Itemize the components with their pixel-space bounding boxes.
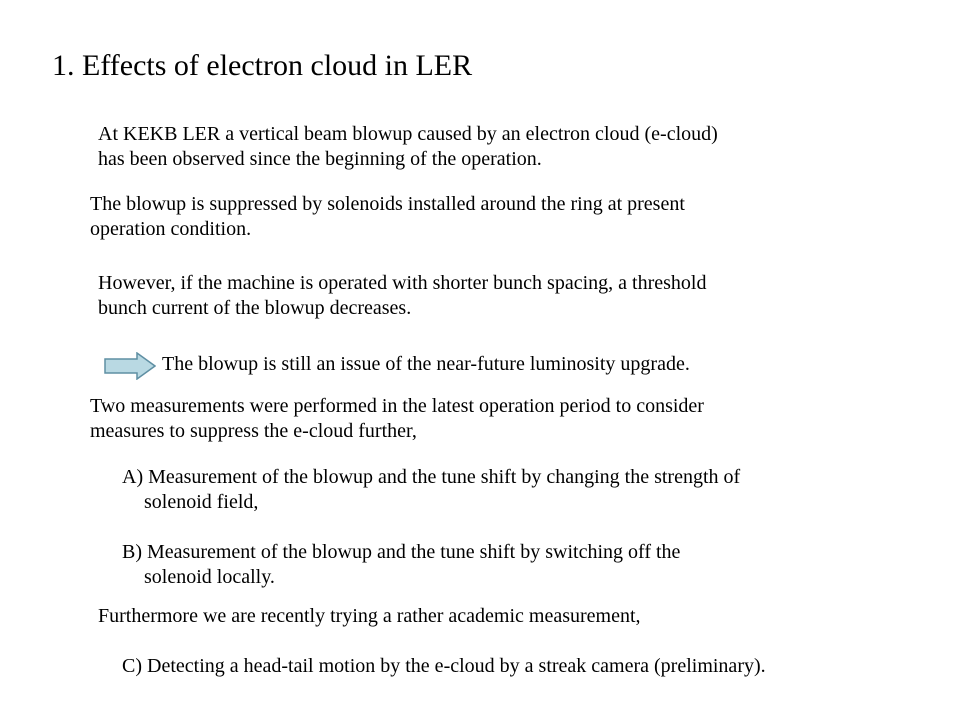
paragraph-line: bunch current of the blowup decreases. [98,297,412,319]
paragraph-bunch-spacing [98,271,706,321]
paragraph-academic: Furthermore we are recently trying a rather academic measurement, [98,605,641,627]
paragraph-line: has been observed since the beginning of the operation. [98,148,542,170]
paragraph-line: Two measurements were performed in the latest operation period to consider [90,395,704,417]
list-item-line: A) Measurement of the blowup and the tune shift by changing the strength of [122,466,741,488]
list-item-line: solenoid field, [144,491,259,513]
paragraph-line: operation condition. [90,218,252,240]
conclusion-text: The blowup is still an issue of the near-future luminosity upgrade. [162,353,690,375]
paragraph-line: However, if the machine is operated with shorter bunch spacing, a threshold [98,272,707,294]
paragraph-measurements [90,394,704,444]
paragraph-observation [98,122,718,172]
paragraph-line: measures to suppress the e-cloud further, [90,420,417,442]
list-item-a [122,465,740,515]
paragraph-line: The blowup is suppressed by solenoids installed around the ring at present [90,193,685,215]
paragraph-line: At KEKB LER a vertical beam blowup caused by an electron cloud (e-cloud) [98,123,718,145]
list-item-b [122,540,680,590]
slide-title: 1. Effects of electron cloud in LER [52,49,473,82]
paragraph-suppression [90,192,685,242]
right-arrow-icon [104,352,156,380]
list-item-line: B) Measurement of the blowup and the tune shift by switching off the [122,541,681,563]
list-item-c: C) Detecting a head-tail motion by the e-cloud by a streak camera (preliminary). [122,655,766,677]
list-item-line: solenoid locally. [144,566,275,588]
